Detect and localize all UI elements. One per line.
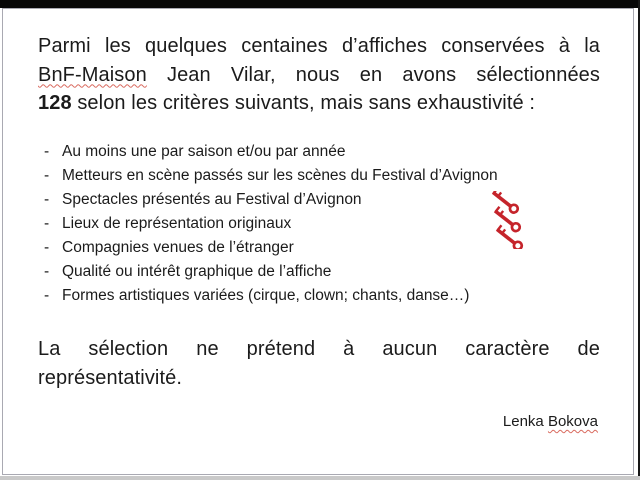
intro-line-3 <box>38 89 600 118</box>
criteria-item-label: Lieux de représentation originaux <box>62 215 292 232</box>
conclusion-line-2: représentativité. <box>38 366 182 389</box>
criteria-item-label: Compagnies venues de l’étranger <box>62 239 294 256</box>
criteria-item <box>39 167 569 185</box>
author-first-name: Lenka <box>502 413 548 430</box>
criteria-item-label: Spectacles présentés au Festival d’Avignon <box>62 191 362 208</box>
three-keys-icon <box>487 191 527 249</box>
criteria-item <box>39 287 569 305</box>
criteria-item <box>39 263 569 281</box>
bullet-dash: - <box>44 167 50 184</box>
poster-count: 128 <box>38 92 72 114</box>
conclusion-paragraph <box>38 335 600 392</box>
bullet-dash: - <box>44 191 50 208</box>
presentation-slide <box>2 8 634 475</box>
bullet-dash: - <box>44 287 50 304</box>
bullet-dash: - <box>44 263 50 280</box>
author-signature <box>503 413 598 430</box>
criteria-item-label: Formes artistiques variées (cirque, clown; chants, danse…) <box>62 287 470 304</box>
intro-line-2 <box>38 61 600 90</box>
bullet-dash: - <box>44 143 50 160</box>
criteria-item-label: Au moins une par saison et/ou par année <box>62 143 346 160</box>
intro-line-3-rest: selon les critères suivants, mais sans exhaustivité : <box>71 92 536 114</box>
conclusion-line-1: La sélection ne prétend à aucun caractère de <box>38 338 600 360</box>
bullet-dash: - <box>44 215 50 232</box>
criteria-item <box>39 143 569 161</box>
intro-paragraph <box>38 32 600 118</box>
criteria-item-label: Qualité ou intérêt graphique de l’affiche <box>62 263 332 280</box>
bullet-dash: - <box>44 239 50 256</box>
top-letterbox-bar <box>0 0 640 8</box>
spellcheck-flagged-word: BnF-Maison <box>38 63 147 86</box>
intro-line-1: Parmi les quelques centaines d’affiches conservées à la <box>38 35 600 57</box>
author-last-name-flagged: Bokova <box>547 413 598 430</box>
bottom-edge-bar <box>0 476 640 480</box>
intro-line-2-rest: Jean Vilar, nous en avons sélectionnées <box>146 63 600 86</box>
criteria-item-label: Metteurs en scène passés sur les scènes du Festival d’Avignon <box>62 167 498 184</box>
